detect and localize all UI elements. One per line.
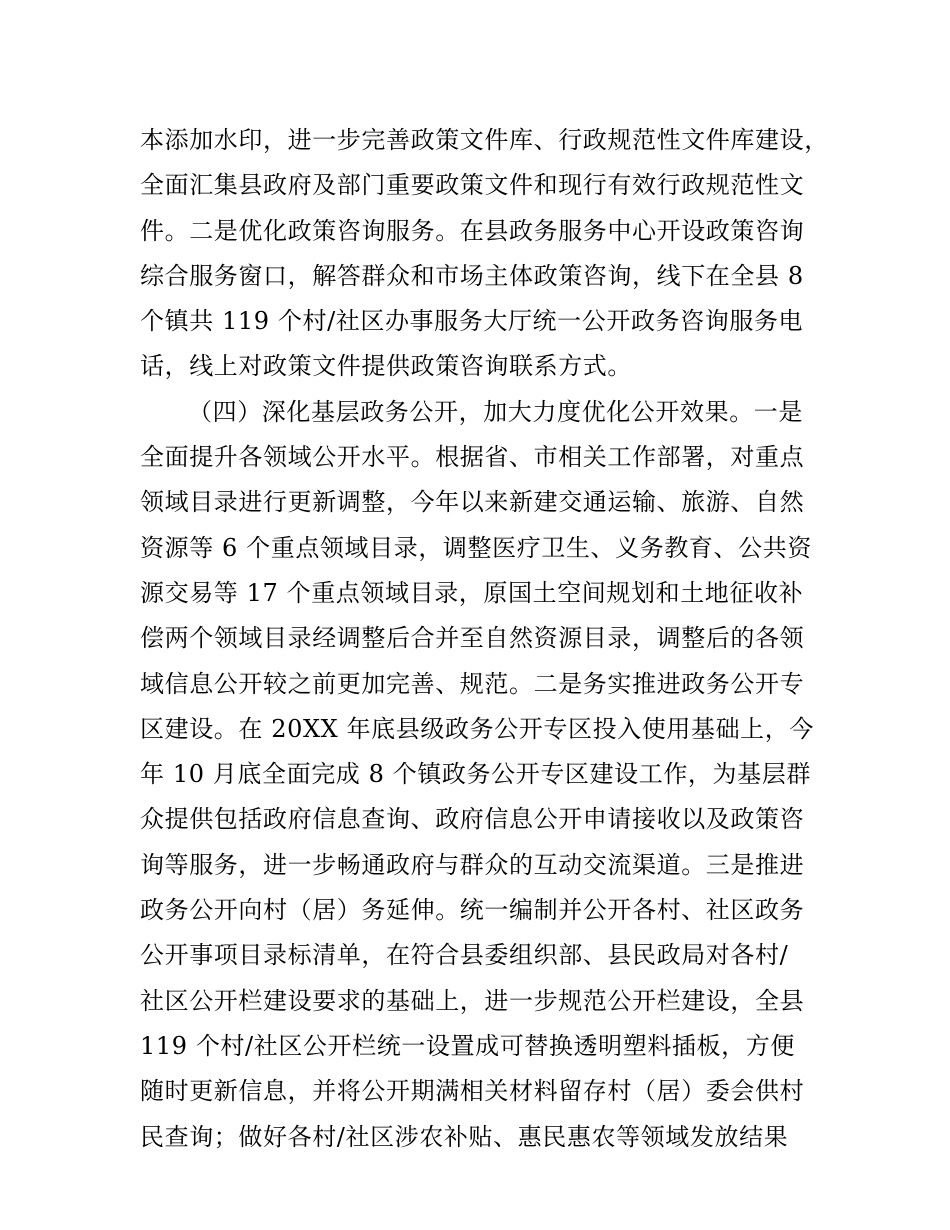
text-line: 社区公开栏建设要求的基础上，进一步规范公开栏建设，全县	[140, 986, 805, 1015]
text-line: 件。二是优化政策咨询服务。在县政务服务中心开设政策咨询	[140, 216, 805, 245]
text-line: 公开事项目录标清单，在符合县委组织部、县民政局对各村/	[140, 941, 789, 970]
text-line: 政务公开向村（居）务延伸。统一编制并公开各村、社区政务	[140, 896, 805, 925]
text-line: 域信息公开较之前更加完善、规范。二是务实推进政务公开专	[140, 669, 805, 698]
text-line: 众提供包括政府信息查询、政府信息公开申请接收以及政策咨	[140, 805, 805, 834]
text-line: 综合服务窗口，解答群众和市场主体政策咨询，线下在全县 8	[140, 261, 804, 290]
section-heading-line: （四）深化基层政务公开，加大力度优化公开效果。一是	[188, 397, 803, 426]
text-line: 询等服务，进一步畅通政府与群众的互动交流渠道。三是推进	[140, 850, 805, 879]
text-line: 年 10 月底全面完成 8 个镇政务公开专区建设工作，为基层群	[140, 760, 811, 789]
text-line: 资源等 6 个重点领域目录，调整医疗卫生、义务教育、公共资	[140, 533, 812, 562]
text-line: 个镇共 119 个村/社区办事服务大厅统一公开政务咨询服务电	[140, 307, 804, 336]
body-text	[140, 118, 829, 1160]
text-line: 全面汇集县政府及部门重要政策文件和现行有效行政规范性文	[140, 171, 805, 200]
text-line: 偿两个领域目录经调整后合并至自然资源目录，调整后的各领	[140, 624, 805, 653]
text-line: 源交易等 17 个重点领域目录，原国土空间规划和土地征收补	[140, 578, 804, 607]
text-line: 119 个村/社区公开栏统一设置成可替换透明塑料插板，方便	[140, 1031, 795, 1060]
text-line: 区建设。在 20XX 年底县级政务公开专区投入使用基础上，今	[140, 714, 814, 743]
text-line: 本添加水印，进一步完善政策文件库、行政规范性文件库建设，	[140, 126, 829, 154]
text-line: 全面提升各领域公开水平。根据省、市相关工作部署，对重点	[140, 443, 805, 472]
text-line: 随时更新信息，并将公开期满相关材料留存村（居）委会供村	[140, 1077, 805, 1106]
text-line: 领域目录进行更新调整，今年以来新建交通运输、旅游、自然	[140, 488, 805, 517]
text-line: 话，线上对政策文件提供政策咨询联系方式。	[140, 352, 632, 381]
text-line: 民查询；做好各村/社区涉农补贴、惠民惠农等领域发放结果	[140, 1122, 789, 1151]
